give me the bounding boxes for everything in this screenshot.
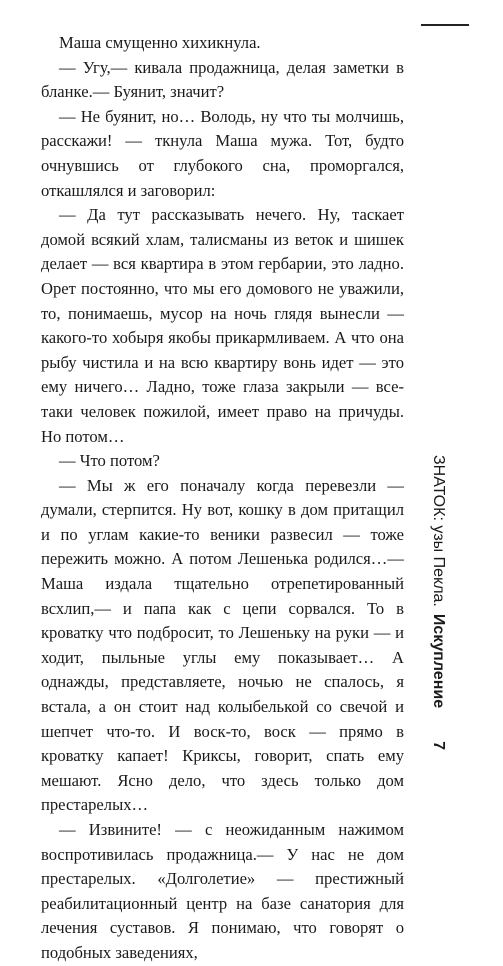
paragraph: — Не буянит, но… Володь, ну что ты молчишь, расскажи! — ткнула Маша мужа. Тот, будто очнувшись от глубокого сна, проморгался, откашлялся и заговорил: <box>41 106 404 200</box>
paragraph: — Что потом? <box>59 451 160 471</box>
paragraph: — Извините! — с неожиданным нажимом воспротивилась продажница.— У нас не дом престарелых. «Долголетие» — престижный реабилитационный центр на базе санатория для лечения суставов. Я понимаю, что говорят о подобных заведениях, <box>41 820 404 962</box>
book-title: Искупление <box>430 613 447 709</box>
page-number: 7 <box>430 741 447 750</box>
paragraph: Маша смущенно хихикнула. <box>59 33 261 52</box>
header-rule <box>421 24 469 26</box>
series-title: ЗНАТОК: узы Пекла. <box>430 454 447 607</box>
body-text <box>41 31 404 966</box>
paragraph: — Угу,— кивала продажница, делая заметки в бланке.— Буянит, значит? <box>41 57 404 102</box>
running-header <box>424 50 452 750</box>
paragraph: — Мы ж его поначалу когда перевезли — думали, стерпится. Ну вот, кошку в дом притащил и по углам какие-то веники развесил — тоже пережить можно. А потом Лешенька родился…— Маша издала тщательно отрепетированный всхлип,— и папа как с цепи сорвался. То в кроватку что подбросит, то Лешеньку на руки — и ходит, пыльные углы ему показывает… А однажды, представляете, ночью не спалось, я встала, а он стоит над колыбелькой со свечой и шепчет что-то. И воск-то, воск — прямо в кроватку капает! Криксы, говорит, спать ему мешают. Ясно дело, что здесь только дом престарелых… <box>41 475 404 815</box>
paragraph: — Да тут рассказывать нечего. Ну, таскает домой всякий хлам, талисманы из веток и шишек делает — вся квартира в этом гербарии, это ладно. Орет постоянно, что мы его домового не уважили, то, понимаешь, мусор на ночь глядя вынесли — какого-то хобыря якобы прикармливаем. А что она рыбу чистила и на всю квартиру вонь идет — это ему ничего… Ладно, тоже глаза закрыли — все-таки человек пожилой, имеет право на причуды. Но потом… <box>41 205 404 446</box>
